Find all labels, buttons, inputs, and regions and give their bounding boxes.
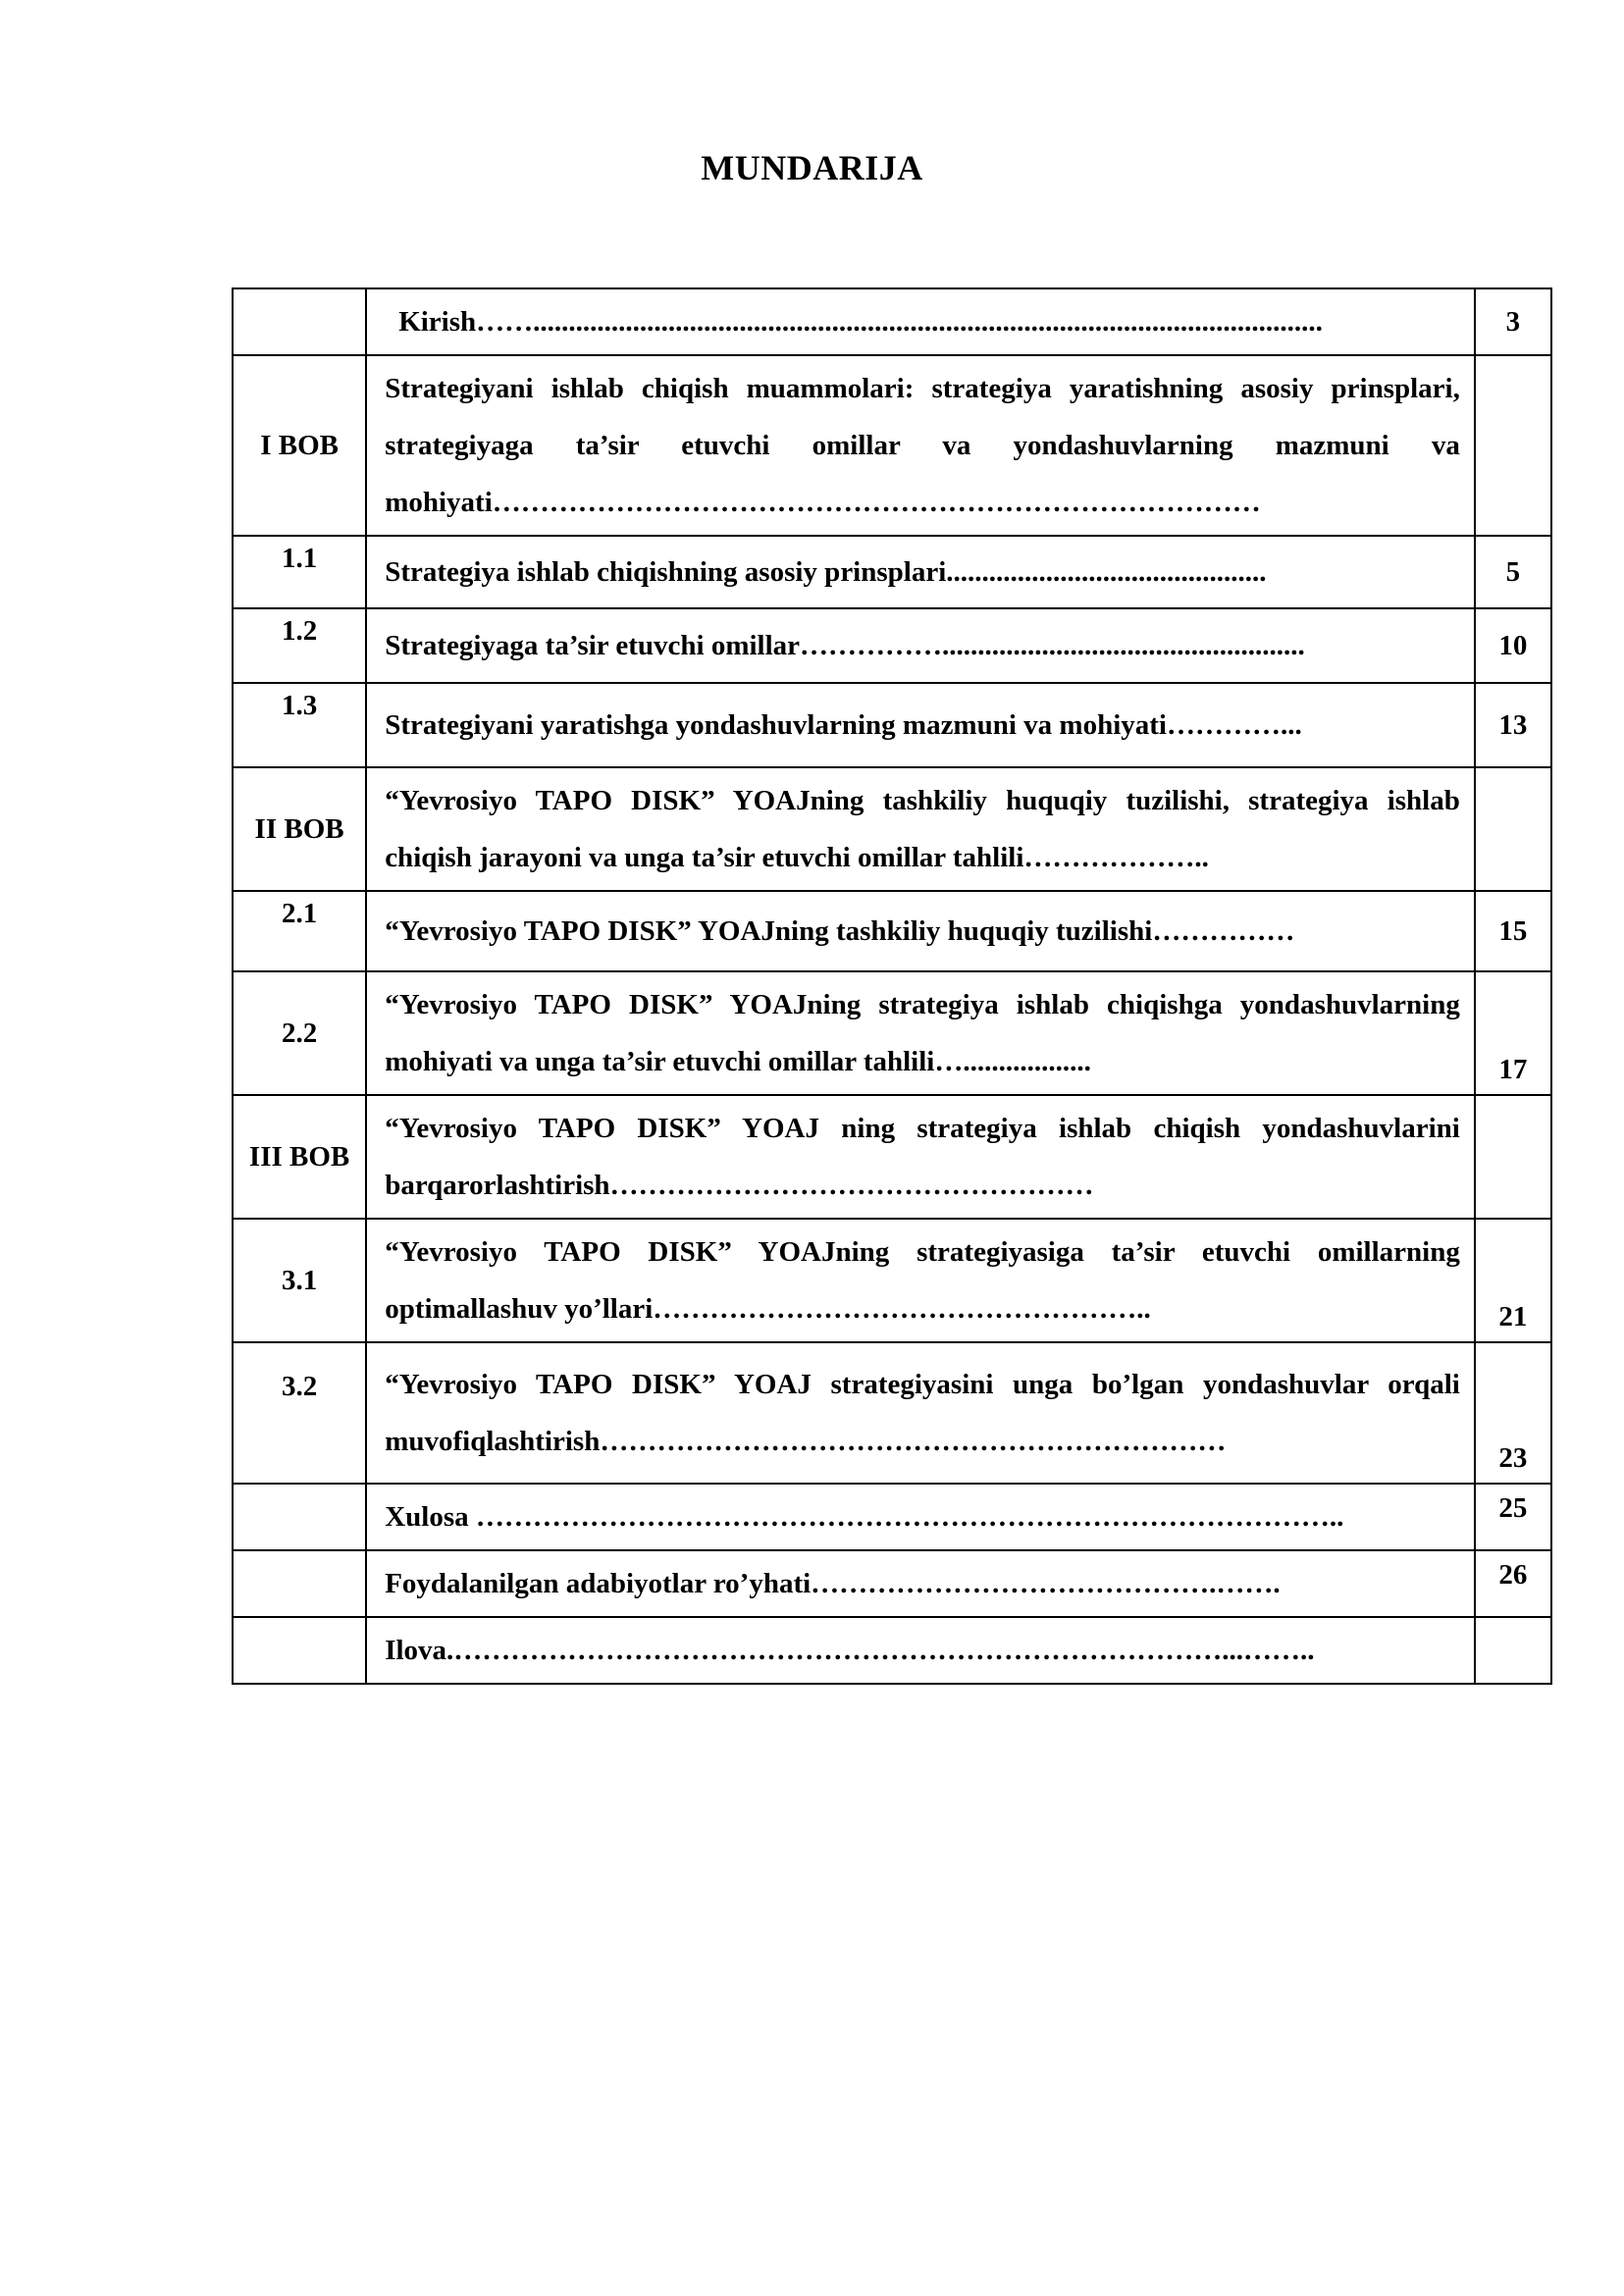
toc-row-chapter-2 xyxy=(233,767,1551,891)
toc-row-2-2 xyxy=(233,971,1551,1095)
toc-entry-text: Xulosa ……………………………………………………………………………….. xyxy=(366,1484,1475,1550)
toc-page-number: 26 xyxy=(1475,1550,1551,1617)
toc-number: 3.2 xyxy=(233,1342,366,1484)
toc-number: 1.3 xyxy=(233,683,366,767)
toc-page-number: 15 xyxy=(1475,891,1551,971)
toc-number xyxy=(233,1550,366,1617)
toc-entry-text: “Yevrosiyo TAPO DISK” YOAJning tashkiliy huquqiy tuzilishi…………… xyxy=(366,891,1475,971)
toc-number xyxy=(233,1484,366,1550)
toc-number: 2.2 xyxy=(233,971,366,1095)
page-title: MUNDARIJA xyxy=(701,148,923,187)
toc-entry-text: Foydalanilgan adabiyotlar ro’yhati…………………………………….……. xyxy=(366,1550,1475,1617)
toc-row-chapter-1 xyxy=(233,355,1551,536)
toc-number: II BOB xyxy=(233,767,366,891)
toc-number: 1.1 xyxy=(233,536,366,608)
toc-entry-text: Kirish……............................................................................................................... xyxy=(366,288,1475,355)
toc-number xyxy=(233,288,366,355)
toc-page-number: 21 xyxy=(1475,1219,1551,1342)
toc-entry-text: Strategiya ishlab chiqishning asosiy prinsplari............................................. xyxy=(366,536,1475,608)
toc-row-3-1 xyxy=(233,1219,1551,1342)
table-of-contents xyxy=(232,287,1552,1685)
toc-page-number: 25 xyxy=(1475,1484,1551,1550)
toc-page-number: 23 xyxy=(1475,1342,1551,1484)
toc-page-number: 17 xyxy=(1475,971,1551,1095)
toc-page-number: 3 xyxy=(1475,288,1551,355)
toc-entry-text: “Yevrosiyo TAPO DISK” YOAJ ning strategiya ishlab chiqish yondashuvlarini barqarorlashtirish…………………………………………… xyxy=(366,1095,1475,1219)
toc-row-1-1 xyxy=(233,536,1551,608)
toc-number: 3.1 xyxy=(233,1219,366,1342)
toc-row-3-2 xyxy=(233,1342,1551,1484)
toc-number: III BOB xyxy=(233,1095,366,1219)
toc-page-number: 5 xyxy=(1475,536,1551,608)
toc-entry-text: Ilova.………………………………………………………………………...…….. xyxy=(366,1617,1475,1684)
toc-page-number: 13 xyxy=(1475,683,1551,767)
toc-entry-text: Strategiyani ishlab chiqish muammolari: strategiya yaratishning asosiy prinsplari, strategiyaga ta’sir etuvchi omillar va yondashuvlarning mazmuni va mohiyati……………………………………………………………………… xyxy=(366,355,1475,536)
toc-entry-text: Strategiyaga ta’sir etuvchi omillar……………................................................... xyxy=(366,608,1475,683)
toc-entry-text: “Yevrosiyo TAPO DISK” YOAJning tashkiliy huquqiy tuzilishi, strategiya ishlab chiqish jarayoni va unga ta’sir etuvchi omillar tahlili……………….. xyxy=(366,767,1475,891)
toc-entry-text: “Yevrosiyo TAPO DISK” YOAJning strategiya ishlab chiqishga yondashuvlarning mohiyati va unga ta’sir etuvchi omillar tahlili….................. xyxy=(366,971,1475,1095)
toc-page-number xyxy=(1475,1095,1551,1219)
toc-page-number xyxy=(1475,1617,1551,1684)
toc-row-adabiyotlar xyxy=(233,1550,1551,1617)
toc-row-kirish xyxy=(233,288,1551,355)
toc-page-number: 10 xyxy=(1475,608,1551,683)
toc-page-number xyxy=(1475,355,1551,536)
toc-number: 2.1 xyxy=(233,891,366,971)
toc-entry-text: “Yevrosiyo TAPO DISK” YOAJning strategiyasiga ta’sir etuvchi omillarning optimallashuv yo’llari…………………………………………….. xyxy=(366,1219,1475,1342)
toc-row-chapter-3 xyxy=(233,1095,1551,1219)
toc-row-xulosa xyxy=(233,1484,1551,1550)
toc-row-1-3 xyxy=(233,683,1551,767)
toc-entry-text: Strategiyani yaratishga yondashuvlarning mazmuni va mohiyati…………... xyxy=(366,683,1475,767)
toc-number xyxy=(233,1617,366,1684)
toc-page-number xyxy=(1475,767,1551,891)
toc-row-2-1 xyxy=(233,891,1551,971)
toc-number: I BOB xyxy=(233,355,366,536)
toc-entry-text: “Yevrosiyo TAPO DISK” YOAJ strategiyasini unga bo’lgan yondashuvlar orqali muvofiqlashtirish………………………………………………………… xyxy=(366,1342,1475,1484)
toc-number: 1.2 xyxy=(233,608,366,683)
toc-row-ilova xyxy=(233,1617,1551,1684)
toc-row-1-2 xyxy=(233,608,1551,683)
